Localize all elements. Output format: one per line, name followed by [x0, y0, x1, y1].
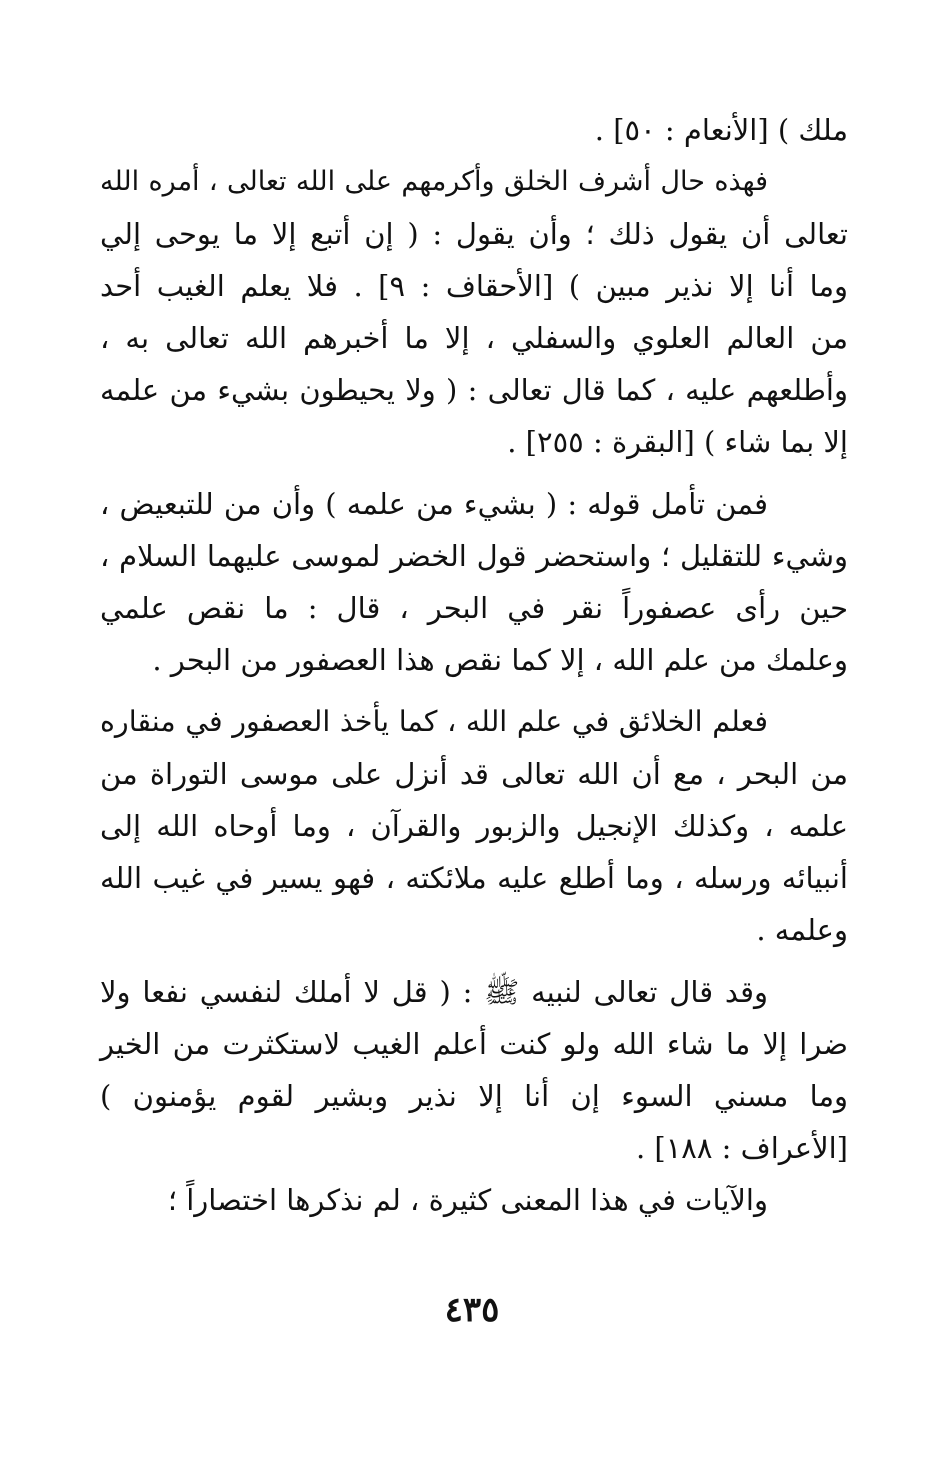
text-line: وأطلعهم عليه ، كما قال تعالى : ( ولا يحيطون بشيء من علمه — [100, 373, 848, 407]
text-line: [الأعراف : ١٨٨] . — [635, 1131, 848, 1165]
text-line: تعالى أن يقول ذلك ؛ وأن يقول : ( إن أتبع إلا ما يوحى إلي — [100, 217, 848, 251]
text-line: أنبيائه ورسله ، وما أطلع عليه ملائكته ، فهو يسير في غيب الله — [100, 861, 848, 895]
text-line: علمه ، وكذلك الإنجيل والزبور والقرآن ، وما أوحاه الله إلى — [100, 809, 848, 843]
paragraph — [100, 104, 848, 156]
text-line: فمن تأمل قوله : ( بشيء من علمه ) وأن من للتبعيض ، — [100, 487, 768, 521]
paragraph — [100, 478, 848, 686]
text-line: وشيء للتقليل ؛ واستحضر قول الخضر لموسى عليهما السلام ، — [100, 539, 848, 573]
text-line: والآيات في هذا المعنى كثيرة ، لم نذكرها اختصاراً ؛ — [167, 1183, 768, 1217]
text-line: من البحر ، مع أن الله تعالى قد أنزل على موسى التوراة من — [100, 757, 848, 791]
page-body — [100, 104, 848, 1226]
text-line: إلا بما شاء ) [البقرة : ٢٥٥] . — [507, 425, 848, 459]
paragraph — [100, 156, 848, 468]
text-line: ضرا إلا ما شاء الله ولو كنت أعلم الغيب لاستكثرت من الخير — [100, 1027, 848, 1061]
text-line: وما أنا إلا نذير مبين ) [الأحقاف : ٩] . فلا يعلم الغيب أحد — [100, 269, 848, 303]
paragraph — [100, 966, 848, 1174]
paragraph — [100, 1174, 848, 1226]
text-line: فهذه حال أشرف الخلق وأكرمهم على الله تعالى ، أمره الله — [100, 166, 768, 197]
text-line: ملك ) [الأنعام : ٥٠] . — [594, 113, 848, 147]
page-number: ٤٣٥ — [444, 1290, 500, 1330]
paragraph — [100, 696, 848, 956]
text-line: وما مسني السوء إن أنا إلا نذير وبشير لقوم يؤمنون ) — [100, 1079, 848, 1113]
text-line: من العالم العلوي والسفلي ، إلا ما أخبرهم الله تعالى به ، — [100, 321, 848, 355]
text-line: وعلمك من علم الله ، إلا كما نقص هذا العصفور من البحر . — [152, 643, 848, 677]
text-line: وعلمه . — [756, 913, 848, 947]
text-line: حين رأى عصفوراً نقر في البحر ، قال : ما نقص علمي — [100, 591, 848, 625]
text-line: وقد قال تعالى لنبيه ﷺ : ( قل لا أملك لنفسي نفعا ولا — [100, 975, 768, 1009]
text-line: فعلم الخلائق في علم الله ، كما يأخذ العصفور في منقاره — [100, 705, 768, 738]
